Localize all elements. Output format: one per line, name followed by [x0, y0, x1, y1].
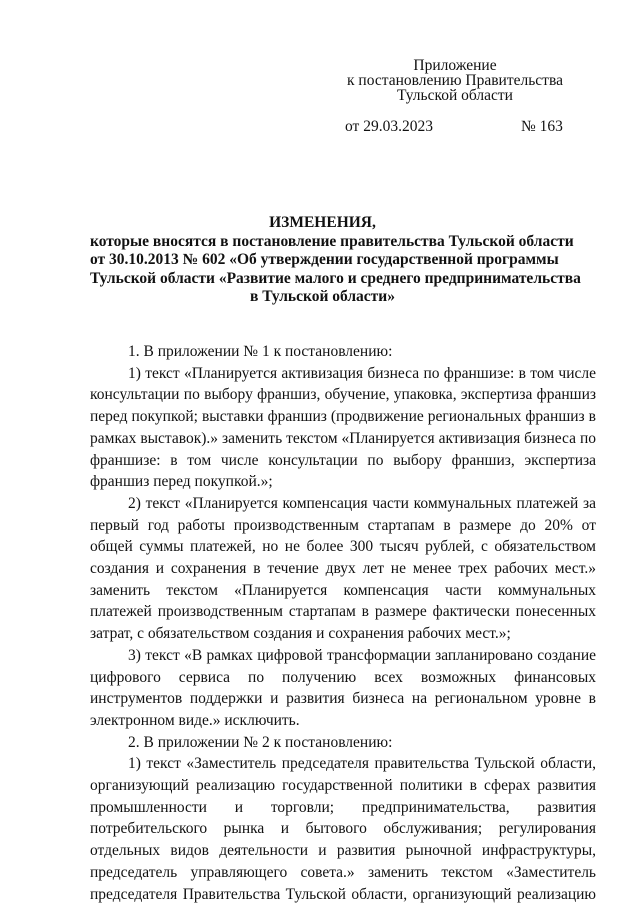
paragraph-item-3: 3) текст «В рамках цифровой трансформации запланировано создание цифрового сервиса по получению всех возможных финансовых инструментов поддержки и развития бизнеса на региональном уровне в электронном виде.» исключить. — [90, 646, 596, 729]
paragraph-section-2-item-1: 1) текст «Заместитель председателя правительства Тульской области, организующий реализацию государственной политики в сферах развития промышленности и торговли; предпринимательства, развития потребительского рынка и бытового обслуживания; регулирования отдельных видов деятельности и развития рыночной инфраструктуры, председатель управляющего совета.» заменить текстом «Заместитель председателя Правительства Тульской области, организующий реализацию — [90, 755, 596, 903]
annex-line-3: Тульской области — [397, 87, 513, 104]
paragraph-section-1: 1. В приложении № 1 к постановлению: — [128, 343, 393, 360]
document-number: № 163 — [521, 118, 563, 135]
paragraph-item-2: 2) текст «Планируется компенсация части коммунальных платежей за первый год работы производственным стартапам в размере до 20% от общей суммы платежей, но не более 300 тысяч рублей, с обязательством создания и сохранения в течение двух лет не менее трех рабочих мест.» заменить текстом «Планируется компенсация части коммунальных платежей производственным стартапам в размере фактически понесенных затрат, с обязательством создания и сохранения рабочих мест.»; — [90, 494, 596, 643]
document-date: от 29.03.2023 — [345, 118, 433, 135]
title-line-2: от 30.10.2013 № 602 «Об утверждении государственной программы — [90, 251, 559, 268]
title-line-4: в Тульской области» — [250, 288, 395, 305]
document-title — [90, 214, 581, 307]
annex-line-2: к постановлению Правительства — [347, 72, 563, 89]
paragraph-section-2: 2. В приложении № 2 к постановлению: — [128, 733, 393, 751]
title-heading: ИЗМЕНЕНИЯ, — [269, 214, 376, 231]
title-line-1: которые вносятся в постановление правительства Тульской области — [90, 232, 574, 250]
annex-line-1: Приложение — [413, 57, 497, 74]
title-line-3: Тульской области «Развитие малого и среднего предпринимательства — [90, 269, 581, 287]
annex-header — [330, 58, 580, 103]
document-body — [90, 341, 596, 905]
paragraph-item-1: 1) текст «Планируется активизация бизнеса по франшизе: в том числе консультации по выбору франшиз, обучение, упаковка, экспертиза франшиз перед покупкой; выставки франшиз (продвижение региональных франшиз в рамках выставок).» заменить текстом «Планируется активизация бизнеса по франшизе: в том числе консультации по выбору франшиз, экспертиза франшиз перед покупкой.»; — [90, 364, 596, 491]
